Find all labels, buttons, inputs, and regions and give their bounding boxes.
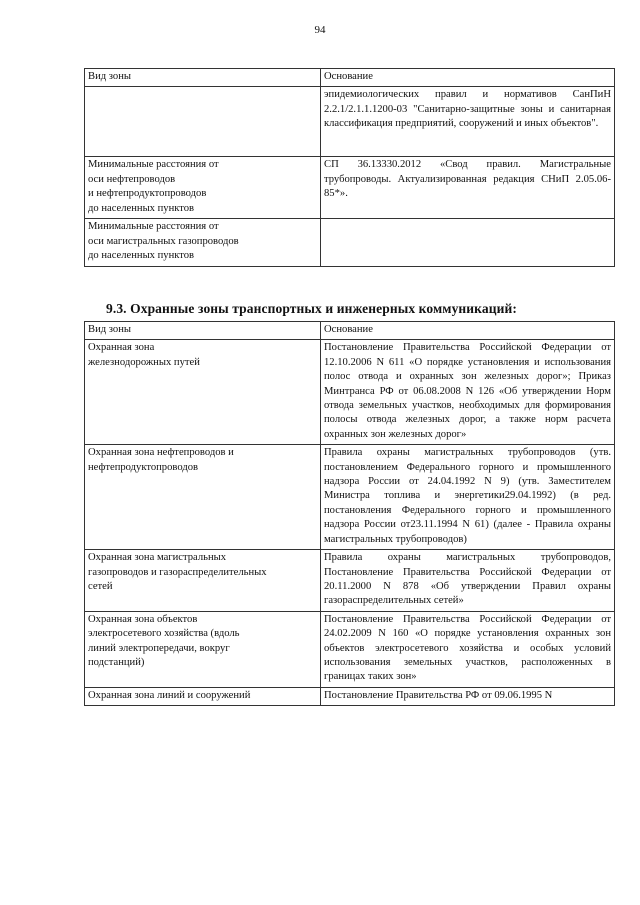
header-basis: Основание [321, 69, 615, 87]
zone-cell: Охранная зона нефтепроводов и нефтепродуктопроводов [85, 445, 321, 550]
table-row [85, 687, 615, 705]
table-row [85, 445, 615, 550]
section-title: 9.3. Охранные зоны транспортных и инженерных коммуникаций: [106, 301, 517, 316]
basis-cell: СП 36.13330.2012 «Свод правил. Магистральные трубопроводы. Актуализированная редакция СНиП 2.05.06-85*». [321, 157, 615, 219]
zone-cell [85, 87, 321, 157]
basis-cell: Правила охраны магистральных трубопроводов (утв. постановлением Федерального горного и промышленного надзора России от 24.04.1992 N 9) (утв. Заместителем Министра топлива и энергетики29.04.1992) (в ред. постановления Федерального горного и промышленного надзора России от23.11.1994 N 61) (далее - Правила охраны магистральных трубопроводов) [321, 445, 615, 550]
header-zone-type: Вид зоны [85, 322, 321, 340]
header-basis: Основание [321, 322, 615, 340]
basis-cell: Постановление Правительства РФ от 09.06.1995 N [321, 687, 615, 705]
table-header-row [85, 69, 615, 87]
zones-table-2 [84, 321, 615, 706]
zone-cell: Охранная зона объектов электросетевого хозяйства (вдоль линий электропередачи, вокруг подстанций) [85, 611, 321, 687]
table-row [85, 340, 615, 445]
zone-cell: Минимальные расстояния от оси нефтепроводов и нефтепродуктопроводов до населенных пунктов [85, 157, 321, 219]
table-row [85, 219, 615, 267]
table-row [85, 87, 615, 157]
zone-cell: Охранная зона линий и сооружений [85, 687, 321, 705]
table-row [85, 157, 615, 219]
table-header-row [85, 322, 615, 340]
table-row [85, 550, 615, 612]
header-zone-type: Вид зоны [85, 69, 321, 87]
basis-cell: Постановление Правительства Российской Федерации от 12.10.2006 N 611 «О порядке установления и использования полос отвода и охранных зон железных дорог»; Приказ Минтранса РФ от 06.08.2008 N 126 «Об утверждении Норм отвода земельных участков, необходимых для формирования полосы отвода железных дорог, а также норм расчета охранных зон железных дорог» [321, 340, 615, 445]
table-row [85, 611, 615, 687]
page-number: 94 [314, 24, 326, 36]
basis-cell: эпидемиологических правил и нормативов СанПиН 2.2.1/2.1.1.1200-03 "Санитарно-защитные зоны и санитарная классификация предприятий, сооружений и иных объектов". [321, 87, 615, 157]
zone-cell: Охранная зона магистральных газопроводов и газораспределительных сетей [85, 550, 321, 612]
basis-cell: Правила охраны магистральных трубопроводов, Постановление Правительства Российской Федерации от 20.11.2000 N 878 «Об утверждении Правил охраны газораспределительных сетей» [321, 550, 615, 612]
zones-table-1 [84, 68, 615, 267]
basis-cell [321, 219, 615, 267]
basis-cell: Постановление Правительства Российской Федерации от 24.02.2009 N 160 «О порядке установления охранных зон объектов электросетевого хозяйства и особых условий использования земельных участков, расположенных в границах таких зон» [321, 611, 615, 687]
zone-cell: Минимальные расстояния от оси магистральных газопроводов до населенных пунктов [85, 219, 321, 267]
zone-cell: Охранная зона железнодорожных путей [85, 340, 321, 445]
